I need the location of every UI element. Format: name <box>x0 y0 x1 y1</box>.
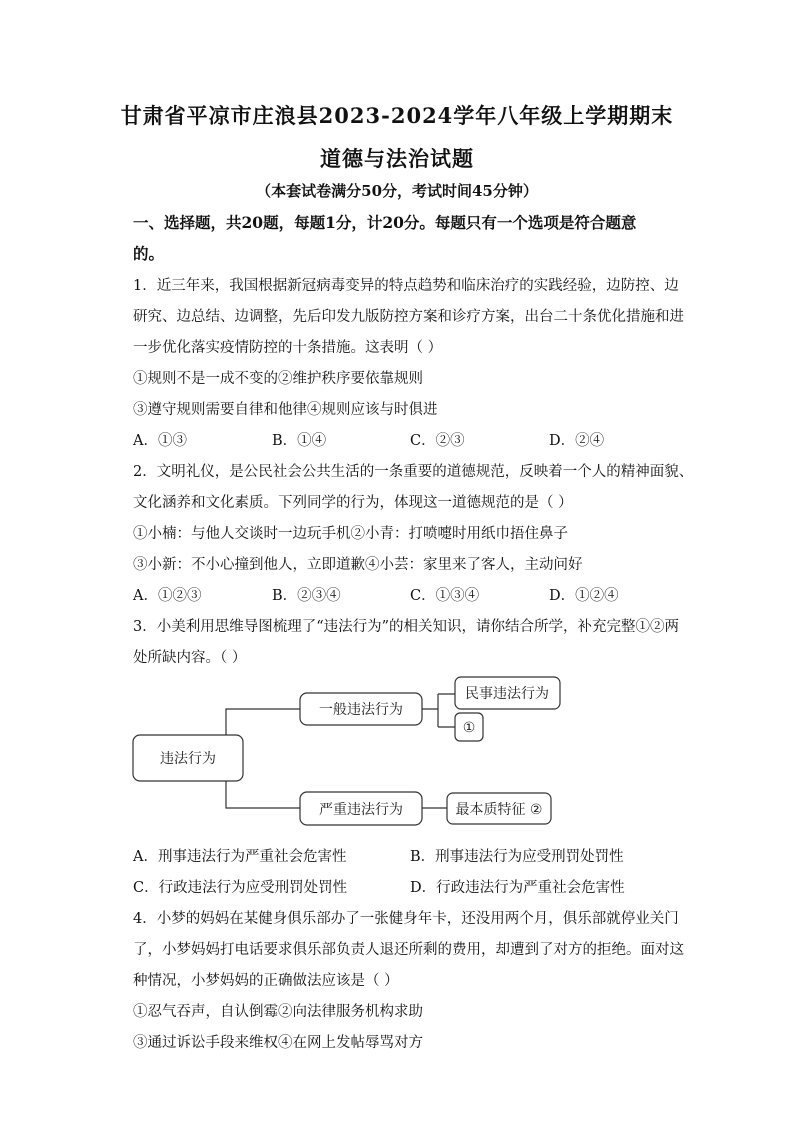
section-heading-line2: 的。 <box>133 244 165 263</box>
q1-option-d[interactable]: D．②④ <box>549 433 605 449</box>
civil-label: 民事违法行为 <box>465 686 549 702</box>
q1-line: 一步优化落实疫情防控的十条措施。这表明（ ） <box>133 340 443 356</box>
q1-option-b[interactable]: B．①④ <box>272 433 327 449</box>
q4-line: 种情况，小梦妈妈的正确做法应该是（ ） <box>133 973 399 989</box>
q4-line: 了，小梦妈妈打电话要求俱乐部负责人退还所剩的费用，却遭到了对方的拒绝。面对这 <box>133 942 684 958</box>
connector-general-branches <box>422 694 455 727</box>
q1-line: ③遵守规则需要自律和他律④规则应该与时俱进 <box>133 402 438 418</box>
q4-line: 4．小梦的妈妈在某健身俱乐部办了一张健身年卡，还没用两个月，俱乐部就停业关门 <box>133 911 679 927</box>
q3-option-a[interactable]: A．刑事违法行为严重社会危害性 <box>133 849 347 865</box>
q1-line: 1．近三年来，我国根据新冠病毒变异的特点趋势和临床治疗的实践经验，边防控、边 <box>133 278 679 294</box>
q1-option-c[interactable]: C．②③ <box>410 433 465 449</box>
q2-line: ③小新：不小心撞到他人，立即道歉④小芸：家里来了客人，主动问好 <box>133 557 583 573</box>
exam-note: （本套试卷满分50分，考试时间45分钟） <box>256 182 538 200</box>
q1-option-a[interactable]: A．①③ <box>133 433 187 449</box>
q3-line: 处所缺内容。（ ） <box>133 650 247 666</box>
connector-root-serious <box>226 781 300 808</box>
q1-line: ①规则不是一成不变的②维护秩序要依靠规则 <box>133 371 423 387</box>
section-heading-line1: 一、选择题，共20题，每题1分，计20分。每题只有一个选项是符合题意 <box>133 213 637 232</box>
mind-map-diagram <box>0 673 794 833</box>
q2-line: ①小楠：与他人交谈时一边玩手机②小青：打喷嚏时用纸巾捂住鼻子 <box>133 526 568 542</box>
q3-option-c[interactable]: C．行政违法行为应受刑罚处罚性 <box>133 880 348 896</box>
q3-option-b[interactable]: B．刑事违法行为应受刑罚处罚性 <box>410 849 624 865</box>
blank1-label: ① <box>462 720 476 736</box>
q4-line: ①忍气吞声，自认倒霉②向法律服务机构求助 <box>133 1004 423 1020</box>
q2-option-b[interactable]: B．②③④ <box>272 588 341 604</box>
q2-line: 文化涵养和文化素质。下列同学的行为，体现这一道德规范的是（ ） <box>133 495 573 511</box>
feature-label: 最本质特征 ② <box>455 802 543 818</box>
root-label: 违法行为 <box>160 751 216 767</box>
exam-title-line1: 甘肃省平凉市庄浪县2023-2024学年八年级上学期期末 <box>120 103 674 128</box>
q2-option-a[interactable]: A．①②③ <box>133 588 202 604</box>
serious-label: 严重违法行为 <box>319 802 403 818</box>
connector-root-general <box>226 709 300 735</box>
q3-line: 3．小美利用思维导图梳理了“违法行为”的相关知识，请你结合所学，补充完整①②两 <box>133 619 680 635</box>
q2-option-d[interactable]: D．①②④ <box>549 588 619 604</box>
exam-title-line2: 道德与法治试题 <box>320 146 474 171</box>
q4-line: ③通过诉讼手段来维权④在网上发帖辱骂对方 <box>133 1035 423 1051</box>
general-label: 一般违法行为 <box>319 702 403 718</box>
section-heading <box>133 207 673 269</box>
q2-option-c[interactable]: C．①③④ <box>410 588 480 604</box>
q2-line: 2．文明礼仪，是公民社会公共生活的一条重要的道德规范，反映着一个人的精神面貌、 <box>133 464 694 480</box>
q1-line: 研究、边总结、边调整，先后印发九版防控方案和诊疗方案，出台二十条优化措施和进 <box>133 309 684 325</box>
q3-option-d[interactable]: D．行政违法行为严重社会危害性 <box>410 880 625 896</box>
